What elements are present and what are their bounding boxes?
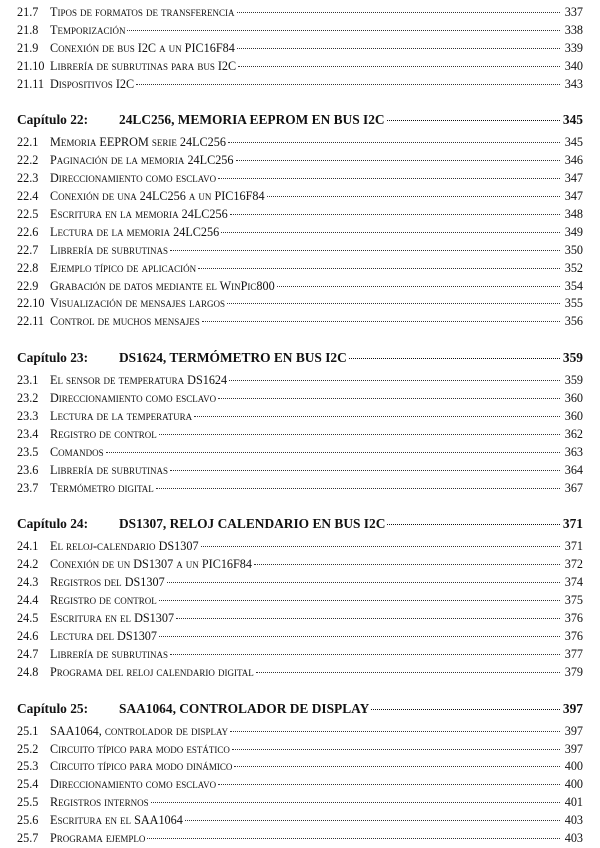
section-title: Conexión de una 24LC256 a un PIC16F84 [50, 189, 265, 204]
section-number: 23.5 [17, 444, 39, 459]
section-title: Escritura en el DS1307 [50, 611, 175, 626]
chapter-page-number: 359 [562, 350, 583, 366]
section-number: 22.9 [17, 278, 39, 293]
toc-section-entry[interactable] [17, 556, 583, 574]
section-page-number: 376 [564, 611, 583, 626]
section-number: 25.4 [17, 777, 39, 792]
dot-leader [156, 488, 560, 489]
dot-leader [387, 120, 560, 121]
toc-section-entry[interactable] [17, 812, 583, 830]
chapter-title: DS1307, RELOJ CALENDARIO EN BUS I2C [119, 516, 386, 532]
chapter-block [17, 698, 583, 848]
section-title: Escritura en el SAA1064 [50, 813, 183, 828]
section-number: 23.2 [17, 391, 39, 406]
section-number: 24.3 [17, 575, 39, 590]
dot-leader [159, 434, 560, 435]
section-number: 21.9 [17, 40, 39, 55]
toc-section-entry[interactable] [17, 76, 583, 94]
section-number: 23.4 [17, 426, 39, 441]
section-title: Librería de subrutinas [50, 242, 169, 257]
toc-section-entry[interactable] [17, 170, 583, 188]
section-page-number: 400 [564, 759, 583, 774]
section-number: 25.2 [17, 741, 39, 756]
dot-leader [159, 636, 560, 637]
dot-leader [218, 178, 560, 179]
chapter-page-number: 371 [562, 516, 583, 532]
section-number: 24.6 [17, 628, 39, 643]
section-page-number: 400 [564, 777, 583, 792]
section-number: 24.4 [17, 593, 39, 608]
dot-leader [230, 731, 560, 732]
section-title: Lectura de la temperatura [50, 409, 193, 424]
chapter-label: Capítulo 23: [17, 350, 89, 366]
toc-section-entry[interactable] [17, 664, 583, 682]
dot-leader [170, 654, 560, 655]
chapter-page-number: 397 [562, 700, 583, 716]
section-number: 24.8 [17, 664, 39, 679]
section-title: El reloj-calendario DS1307 [50, 539, 199, 554]
section-page-number: 372 [564, 557, 583, 572]
toc-section-entry[interactable] [17, 480, 583, 498]
section-number: 25.1 [17, 723, 39, 738]
toc-section-entry[interactable] [17, 313, 583, 331]
section-number: 23.7 [17, 480, 39, 495]
section-number: 25.3 [17, 759, 39, 774]
toc-section-entry[interactable] [17, 224, 583, 242]
section-title: Librería de subrutinas [50, 646, 169, 661]
chapter-title: 24LC256, MEMORIA EEPROM EN BUS I2C [119, 112, 385, 128]
dot-leader [170, 250, 560, 251]
section-number: 22.4 [17, 189, 39, 204]
section-title: Circuito típico para modo estático [50, 741, 230, 756]
dot-leader [151, 802, 560, 803]
toc-section-entry[interactable] [17, 408, 583, 426]
section-number: 24.5 [17, 611, 39, 626]
section-page-number: 346 [564, 153, 583, 168]
section-title: Registros internos [50, 795, 149, 810]
section-page-number: 359 [564, 373, 583, 388]
toc-section-entry[interactable] [17, 390, 583, 408]
section-title: Librería de subrutinas para bus I2C [50, 58, 237, 73]
section-page-number: 403 [564, 813, 583, 828]
section-number: 24.2 [17, 557, 39, 572]
dot-leader [176, 618, 560, 619]
dot-leader [218, 398, 560, 399]
toc-section-entry[interactable] [17, 206, 583, 224]
dot-leader [198, 268, 560, 269]
chapter-label: Capítulo 22: [17, 112, 89, 128]
section-page-number: 348 [564, 207, 583, 222]
toc-section-entry[interactable] [17, 4, 583, 22]
section-page-number: 337 [564, 5, 583, 19]
section-number: 22.10 [17, 296, 45, 311]
section-title: Direccionamiento como esclavo [50, 171, 217, 186]
section-page-number: 339 [564, 40, 583, 55]
toc-section-entry[interactable] [17, 278, 583, 296]
section-title: Conexión de un DS1307 a un PIC16F84 [50, 557, 252, 572]
chapter-title: SAA1064, CONTROLADOR DE DISPLAY [119, 700, 370, 716]
dot-leader [237, 48, 560, 49]
intro-section-list [17, 4, 583, 93]
dot-leader [227, 303, 560, 304]
section-number: 23.3 [17, 409, 39, 424]
dot-leader [159, 600, 560, 601]
dot-leader [106, 452, 560, 453]
dot-leader [202, 321, 560, 322]
section-page-number: 356 [564, 314, 583, 329]
dot-leader [232, 749, 560, 750]
section-page-number: 355 [564, 296, 583, 311]
dot-leader [201, 546, 560, 547]
toc-section-entry[interactable] [17, 574, 583, 592]
chapter-list [17, 109, 583, 847]
section-title: Paginación de la memoria 24LC256 [50, 153, 234, 168]
section-title: Lectura del DS1307 [50, 628, 157, 643]
section-page-number: 345 [564, 135, 583, 150]
section-number: 22.3 [17, 171, 39, 186]
toc-section-entry[interactable] [17, 152, 583, 170]
toc-section-entry[interactable] [17, 776, 583, 794]
section-number: 22.11 [17, 314, 44, 329]
section-page-number: 376 [564, 628, 583, 643]
dot-leader [170, 470, 560, 471]
section-number: 21.8 [17, 22, 39, 37]
section-page-number: 338 [564, 22, 583, 37]
section-title: Memoria EEPROM serie 24LC256 [50, 135, 226, 150]
section-number: 24.7 [17, 646, 39, 661]
toc-section-entry[interactable] [17, 134, 583, 152]
section-page-number: 377 [564, 646, 583, 661]
section-number: 22.2 [17, 153, 39, 168]
dot-leader [229, 380, 560, 381]
chapter-page-number: 345 [562, 112, 583, 128]
section-title: Librería de subrutinas [50, 462, 169, 477]
dot-leader [230, 214, 560, 215]
chapter-heading[interactable] [17, 513, 583, 535]
section-title: Programa ejemplo [50, 830, 146, 845]
dot-leader [167, 582, 560, 583]
section-number: 23.6 [17, 462, 39, 477]
section-title: Termómetro digital [50, 480, 154, 495]
toc-section-entry[interactable] [17, 426, 583, 444]
toc-section-entry[interactable] [17, 40, 583, 58]
section-number: 21.11 [17, 76, 44, 91]
section-number: 22.1 [17, 135, 39, 150]
section-page-number: 363 [564, 444, 583, 459]
section-page-number: 374 [564, 575, 583, 590]
section-page-number: 340 [564, 58, 583, 73]
section-title: Ejemplo típico de aplicación [50, 260, 197, 275]
toc-section-entry[interactable] [17, 538, 583, 556]
dot-leader [256, 672, 560, 673]
toc-section-entry[interactable] [17, 628, 583, 646]
section-number: 22.7 [17, 242, 39, 257]
section-page-number: 354 [564, 278, 583, 293]
toc-section-entry[interactable] [17, 242, 583, 260]
section-title: Lectura de la memoria 24LC256 [50, 224, 220, 239]
section-title: Direccionamiento como esclavo [50, 391, 217, 406]
toc-section-entry[interactable] [17, 592, 583, 610]
section-title: Tipos de formatos de transferencia [50, 5, 235, 19]
chapter-block [17, 347, 583, 497]
table-of-contents [17, 4, 583, 848]
section-number: 21.7 [17, 5, 39, 19]
dot-leader [147, 838, 560, 839]
section-title: Registros del DS1307 [50, 575, 165, 590]
toc-section-entry[interactable] [17, 372, 583, 390]
section-page-number: 371 [564, 539, 583, 554]
section-title: Conexión de bus I2C a un PIC16F84 [50, 40, 235, 55]
section-title: El sensor de temperatura DS1624 [50, 373, 228, 388]
section-title: Registro de control [50, 426, 157, 441]
section-title: Visualización de mensajes largos [50, 296, 225, 311]
section-page-number: 403 [564, 830, 583, 845]
section-page-number: 367 [564, 480, 583, 495]
toc-section-entry[interactable] [17, 462, 583, 480]
chapter-block [17, 513, 583, 681]
section-number: 21.10 [17, 58, 45, 73]
toc-section-entry[interactable] [17, 58, 583, 76]
dot-leader [238, 66, 560, 67]
chapter-label: Capítulo 24: [17, 516, 89, 532]
chapter-block [17, 109, 583, 331]
section-title: Registro de control [50, 593, 157, 608]
chapter-heading[interactable] [17, 698, 583, 720]
dot-leader [254, 564, 560, 565]
section-number: 22.5 [17, 207, 39, 222]
section-page-number: 349 [564, 224, 583, 239]
toc-section-entry[interactable] [17, 758, 583, 776]
toc-section-entry[interactable] [17, 295, 583, 313]
section-title: Temporización [50, 22, 126, 37]
dot-leader [218, 784, 560, 785]
section-number: 25.5 [17, 795, 39, 810]
section-page-number: 401 [564, 795, 583, 810]
section-page-number: 362 [564, 426, 583, 441]
section-title: Dispositivos I2C [50, 76, 135, 91]
section-title: Escritura en la memoria 24LC256 [50, 207, 228, 222]
dot-leader [277, 286, 560, 287]
toc-section-entry[interactable] [17, 188, 583, 206]
section-number: 22.8 [17, 260, 39, 275]
toc-section-entry[interactable] [17, 610, 583, 628]
toc-section-entry[interactable] [17, 830, 583, 848]
section-title: Comandos [50, 444, 104, 459]
section-page-number: 350 [564, 242, 583, 257]
dot-leader [127, 30, 560, 31]
dot-leader [236, 160, 561, 161]
section-page-number: 397 [564, 741, 583, 756]
section-page-number: 347 [564, 171, 583, 186]
chapter-heading[interactable] [17, 109, 583, 131]
section-number: 25.7 [17, 830, 39, 845]
dot-leader [237, 12, 561, 13]
dot-leader [228, 142, 560, 143]
section-title: Circuito típico para modo dinámico [50, 759, 233, 774]
section-title: Programa del reloj calendario digital [50, 664, 254, 679]
dot-leader [136, 84, 560, 85]
section-page-number: 347 [564, 189, 583, 204]
section-page-number: 343 [564, 76, 583, 91]
dot-leader [267, 196, 560, 197]
dot-leader [194, 416, 560, 417]
toc-section-entry[interactable] [17, 794, 583, 812]
chapter-title: DS1624, TERMÓMETRO EN BUS I2C [119, 350, 347, 366]
dot-leader [349, 358, 560, 359]
section-page-number: 360 [564, 391, 583, 406]
chapter-heading[interactable] [17, 347, 583, 369]
section-page-number: 375 [564, 593, 583, 608]
section-title: Direccionamiento como esclavo [50, 777, 217, 792]
toc-section-entry[interactable] [17, 646, 583, 664]
section-page-number: 364 [564, 462, 583, 477]
chapter-label: Capítulo 25: [17, 700, 89, 716]
toc-section-entry[interactable] [17, 444, 583, 462]
dot-leader [387, 524, 560, 525]
section-page-number: 360 [564, 409, 583, 424]
section-number: 22.6 [17, 224, 39, 239]
dot-leader [221, 232, 560, 233]
section-title: SAA1064, controlador de display [50, 723, 229, 738]
section-number: 23.1 [17, 373, 39, 388]
toc-section-entry[interactable] [17, 723, 583, 741]
section-number: 24.1 [17, 539, 39, 554]
toc-section-entry[interactable] [17, 22, 583, 40]
section-page-number: 379 [564, 664, 583, 679]
section-number: 25.6 [17, 813, 39, 828]
dot-leader [185, 820, 560, 821]
toc-section-entry[interactable] [17, 741, 583, 759]
toc-section-entry[interactable] [17, 260, 583, 278]
dot-leader [371, 709, 560, 710]
section-page-number: 352 [564, 260, 583, 275]
section-title: Control de muchos mensajes [50, 314, 200, 329]
dot-leader [234, 766, 560, 767]
section-title: Grabación de datos mediante el WinPic800 [50, 278, 275, 293]
section-page-number: 397 [564, 723, 583, 738]
